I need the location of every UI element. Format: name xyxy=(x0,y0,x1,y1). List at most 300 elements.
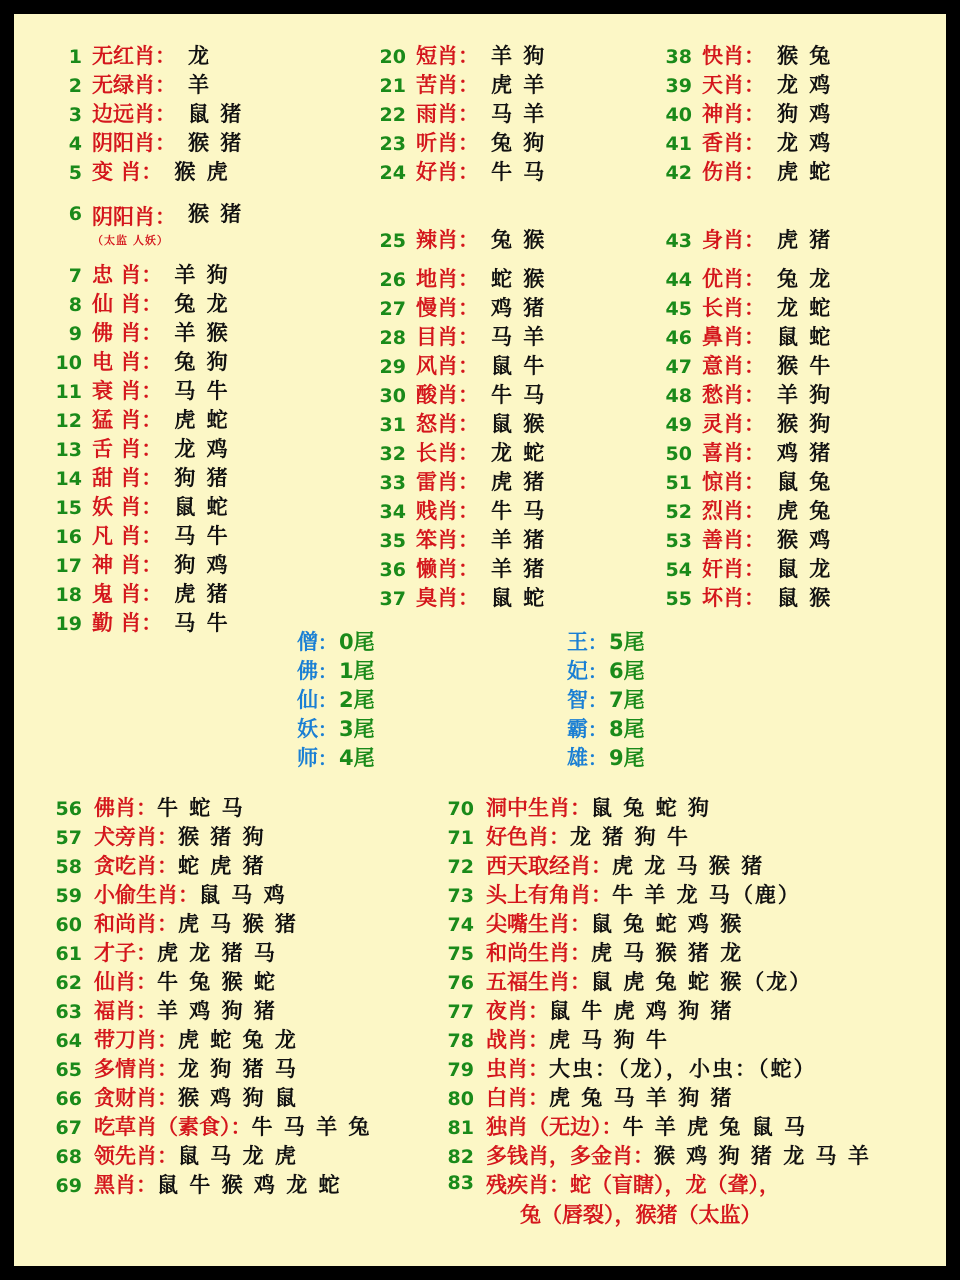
item-number: 14 xyxy=(55,468,82,490)
item-label: 黑肖： xyxy=(94,1173,157,1197)
item-label: 神肖： xyxy=(702,102,765,126)
item-number: 50 xyxy=(665,443,692,465)
item-label: 喜肖： xyxy=(702,441,765,465)
item-number: 56 xyxy=(55,798,82,820)
item-values: 虎 马 猴 猪 xyxy=(178,912,298,936)
item-values: 鼠 猴 xyxy=(777,586,833,610)
list-item xyxy=(662,224,942,253)
tail-value: 9尾 xyxy=(609,746,645,770)
tail-value: 3尾 xyxy=(339,717,375,741)
tail-name: 妖 xyxy=(297,717,318,741)
item-number: 75 xyxy=(447,943,474,965)
tail-colon: ： xyxy=(318,632,338,654)
item-number: 2 xyxy=(68,75,82,97)
list-item xyxy=(52,549,352,578)
tail-item xyxy=(284,626,375,655)
item-label: 长肖： xyxy=(702,296,765,320)
item-number: 15 xyxy=(55,497,82,519)
item-values: 猴 兔 xyxy=(777,44,833,68)
item-number: 26 xyxy=(379,269,406,291)
bottom-column-2 xyxy=(444,792,944,1227)
list-item xyxy=(52,821,472,850)
list-item xyxy=(52,195,352,259)
item-number: 52 xyxy=(665,501,692,523)
item-label: 快肖： xyxy=(702,44,765,68)
list-item xyxy=(52,908,472,937)
list-item xyxy=(444,908,944,937)
item-values: 猴 猪 xyxy=(188,131,244,155)
item-number: 18 xyxy=(55,584,82,606)
item-number: 27 xyxy=(379,298,406,320)
item-label: 衰 肖： xyxy=(92,379,163,403)
item-values: 虎 蛇 xyxy=(174,408,230,432)
item-number: 32 xyxy=(379,443,406,465)
item-values: 虎 猪 xyxy=(491,470,547,494)
item-label: 神 肖： xyxy=(92,553,163,577)
item-number: 65 xyxy=(55,1059,82,1081)
list-item xyxy=(376,524,656,553)
top-columns xyxy=(14,40,946,635)
item-values: 鼠 兔 蛇 鸡 猴 xyxy=(591,912,744,936)
item-label: 仙肖： xyxy=(94,970,157,994)
item-number: 64 xyxy=(55,1030,82,1052)
item-values: 鼠 牛 虎 鸡 狗 猪 xyxy=(549,999,734,1023)
item-number: 58 xyxy=(55,856,82,878)
item-number: 43 xyxy=(665,230,692,252)
item-label: 福肖： xyxy=(94,999,157,1023)
item-values: 羊 猪 xyxy=(491,557,547,581)
item-number: 30 xyxy=(379,385,406,407)
list-item xyxy=(52,578,352,607)
item-label: 独肖（无边）： xyxy=(486,1115,623,1139)
list-item xyxy=(52,259,352,288)
tail-value: 7尾 xyxy=(609,688,645,712)
list-item xyxy=(52,404,352,433)
list-item xyxy=(376,466,656,495)
item-values: 猴 虎 xyxy=(174,160,230,184)
item-values: 鼠 牛 xyxy=(491,354,547,378)
tail-value: 2尾 xyxy=(339,688,375,712)
list-item xyxy=(52,879,472,908)
item-label: 仙 肖： xyxy=(92,292,163,316)
list-item xyxy=(444,995,944,1024)
item-label: 优肖： xyxy=(702,267,765,291)
item-number: 45 xyxy=(665,298,692,320)
list-item xyxy=(662,98,942,127)
list-item xyxy=(376,582,656,611)
item-label: 贪财肖： xyxy=(94,1086,178,1110)
list-item xyxy=(444,1082,944,1111)
item-label: 笨肖： xyxy=(416,528,479,552)
tail-colon: ： xyxy=(588,661,608,683)
item-label: 无红肖： xyxy=(92,44,176,68)
tail-item xyxy=(284,742,375,771)
item-number: 41 xyxy=(665,133,692,155)
item-label: 和尚生肖： xyxy=(486,941,591,965)
item-label: 阴阳肖： xyxy=(92,131,176,155)
item-values: 马 羊 xyxy=(491,325,547,349)
list-item xyxy=(376,69,656,98)
list-item xyxy=(376,408,656,437)
column-3 xyxy=(662,40,942,611)
list-item xyxy=(52,1111,472,1140)
item-number: 81 xyxy=(447,1117,474,1139)
item-label: 领先肖： xyxy=(94,1144,178,1168)
item-number: 53 xyxy=(665,530,692,552)
item-values: 牛 马 xyxy=(491,383,547,407)
tail-value: 1尾 xyxy=(339,659,375,683)
item-values: 龙 xyxy=(188,44,211,68)
list-item xyxy=(662,127,942,156)
item-values: 虎 猪 xyxy=(174,582,230,606)
item-values: 牛 马 羊 兔 xyxy=(251,1115,372,1139)
list-item xyxy=(52,792,472,821)
tail-colon: ： xyxy=(318,661,338,683)
item-values: 龙 狗 猪 马 xyxy=(178,1057,298,1081)
list-item xyxy=(662,408,942,437)
item-number: 71 xyxy=(447,827,474,849)
item-values: 龙 鸡 xyxy=(174,437,230,461)
list-item xyxy=(444,1169,944,1227)
list-item xyxy=(52,850,472,879)
item-number: 38 xyxy=(665,46,692,68)
item-label: 夜肖： xyxy=(486,999,549,1023)
item-label: 鼻肖： xyxy=(702,325,765,349)
list-item xyxy=(376,40,656,69)
item-label: 和尚肖： xyxy=(94,912,178,936)
item-label: 地肖： xyxy=(416,267,479,291)
tail-name: 师 xyxy=(297,746,318,770)
item-number: 46 xyxy=(665,327,692,349)
tail-value: 6尾 xyxy=(609,659,645,683)
bottom-column-1 xyxy=(52,792,472,1198)
item-number: 36 xyxy=(379,559,406,581)
item-number: 3 xyxy=(68,104,82,126)
tail-item xyxy=(554,742,645,771)
list-item xyxy=(376,224,656,253)
item-number: 1 xyxy=(68,46,82,68)
item-values: 鼠 蛇 xyxy=(777,325,833,349)
list-item xyxy=(52,433,352,462)
item-values: 狗 鸡 xyxy=(777,102,833,126)
item-number: 7 xyxy=(68,265,82,287)
item-values: 狗 猪 xyxy=(174,466,230,490)
item-values: 猴 狗 xyxy=(777,412,833,436)
tail-value: 8尾 xyxy=(609,717,645,741)
tail-item xyxy=(284,713,375,742)
item-number: 74 xyxy=(447,914,474,936)
item-values: 猴 猪 狗 xyxy=(178,825,266,849)
item-values: 鼠 马 龙 虎 xyxy=(178,1144,298,1168)
list-item xyxy=(52,1140,472,1169)
tail-name: 智 xyxy=(567,688,588,712)
item-values: 羊 鸡 狗 猪 xyxy=(157,999,277,1023)
item-label: 雷肖： xyxy=(416,470,479,494)
tail-name: 妃 xyxy=(567,659,588,683)
item-number: 4 xyxy=(68,133,82,155)
item-number: 57 xyxy=(55,827,82,849)
list-item xyxy=(662,582,942,611)
item-label: 战肖： xyxy=(486,1028,549,1052)
item-number: 63 xyxy=(55,1001,82,1023)
item-label: 灵肖： xyxy=(702,412,765,436)
item-values: 猴 猪 xyxy=(188,202,244,226)
list-item xyxy=(376,127,656,156)
list-item xyxy=(52,40,352,69)
tail-name: 霸 xyxy=(567,717,588,741)
item-number: 9 xyxy=(68,323,82,345)
item-label: 天肖： xyxy=(702,73,765,97)
list-item xyxy=(662,524,942,553)
list-item xyxy=(662,553,942,582)
item-values-line2: 兔（唇裂），猴猪（太监） xyxy=(520,1203,762,1227)
item-label: 虫肖： xyxy=(486,1057,549,1081)
item-label: 臭肖： xyxy=(416,586,479,610)
item-values: 牛 蛇 马 xyxy=(157,796,245,820)
tail-colon: ： xyxy=(588,690,608,712)
tail-colon: ： xyxy=(588,748,608,770)
tail-colon: ： xyxy=(588,719,608,741)
item-label: 尖嘴生肖： xyxy=(486,912,591,936)
item-label: 佛肖： xyxy=(94,796,157,820)
item-number: 47 xyxy=(665,356,692,378)
item-values: 虎 蛇 xyxy=(777,160,833,184)
item-number: 55 xyxy=(665,588,692,610)
list-item xyxy=(662,156,942,185)
item-number: 44 xyxy=(665,269,692,291)
list-item xyxy=(52,156,352,185)
item-label: 忠 肖： xyxy=(92,263,163,287)
item-number: 37 xyxy=(379,588,406,610)
item-label: 烈肖： xyxy=(702,499,765,523)
list-item xyxy=(52,995,472,1024)
item-values: 兔 龙 xyxy=(174,292,230,316)
item-number: 69 xyxy=(55,1175,82,1197)
tails-column-right xyxy=(554,626,645,771)
list-item xyxy=(52,288,352,317)
item-values: 虎 马 猴 猪 龙 xyxy=(591,941,744,965)
item-label: 犬旁肖： xyxy=(94,825,178,849)
list-item xyxy=(52,520,352,549)
list-item xyxy=(376,437,656,466)
item-label: 酸肖： xyxy=(416,383,479,407)
tail-item xyxy=(284,655,375,684)
item-values: 兔 龙 xyxy=(777,267,833,291)
item-label: 目肖： xyxy=(416,325,479,349)
item-label: 多情肖： xyxy=(94,1057,178,1081)
item-label: 风肖： xyxy=(416,354,479,378)
item-number: 16 xyxy=(55,526,82,548)
item-label: 身肖： xyxy=(702,228,765,252)
item-number: 11 xyxy=(55,381,82,403)
item-label: 坏肖： xyxy=(702,586,765,610)
list-item xyxy=(52,1082,472,1111)
item-number: 22 xyxy=(379,104,406,126)
tail-item xyxy=(554,713,645,742)
item-number: 80 xyxy=(447,1088,474,1110)
item-values: 猴 鸡 xyxy=(777,528,833,552)
item-label: 听肖： xyxy=(416,131,479,155)
item-label: 才子： xyxy=(94,941,157,965)
item-values: 兔 猴 xyxy=(491,228,547,252)
item-values: 兔 狗 xyxy=(174,350,230,374)
item-values: 鼠 马 鸡 xyxy=(199,883,287,907)
item-label: 善肖： xyxy=(702,528,765,552)
item-values: 牛 马 xyxy=(491,160,547,184)
item-number: 54 xyxy=(665,559,692,581)
item-label: 阴阳肖： xyxy=(92,205,176,229)
list-item xyxy=(444,966,944,995)
item-number: 67 xyxy=(55,1117,82,1139)
item-sublabel: （太监 人妖） xyxy=(92,234,169,247)
list-item xyxy=(662,379,942,408)
item-label: 鬼 肖： xyxy=(92,582,163,606)
item-values: 鼠 牛 猴 鸡 龙 蛇 xyxy=(157,1173,342,1197)
item-number: 62 xyxy=(55,972,82,994)
list-item xyxy=(444,1111,944,1140)
item-label: 香肖： xyxy=(702,131,765,155)
list-item xyxy=(662,350,942,379)
item-values: 龙 蛇 xyxy=(491,441,547,465)
item-values: 蛇 虎 猪 xyxy=(178,854,266,878)
tail-item xyxy=(554,655,645,684)
item-label: 愁肖： xyxy=(702,383,765,407)
item-label: 佛 肖： xyxy=(92,321,163,345)
list-item xyxy=(662,321,942,350)
item-values: 虎 兔 xyxy=(777,499,833,523)
item-label: 长肖： xyxy=(416,441,479,465)
list-item xyxy=(376,292,656,321)
item-number: 83 xyxy=(447,1172,474,1194)
item-number: 40 xyxy=(665,104,692,126)
item-label: 妖 肖： xyxy=(92,495,163,519)
list-item xyxy=(444,879,944,908)
list-item xyxy=(376,350,656,379)
item-values: 马 牛 xyxy=(174,611,230,635)
list-item xyxy=(376,553,656,582)
item-label: 勤 肖： xyxy=(92,611,163,635)
tail-colon: ： xyxy=(588,632,608,654)
item-values: 鼠 兔 xyxy=(777,470,833,494)
item-number: 31 xyxy=(379,414,406,436)
item-values: 马 牛 xyxy=(174,524,230,548)
list-item xyxy=(52,69,352,98)
list-item xyxy=(662,466,942,495)
item-number: 13 xyxy=(55,439,82,461)
list-item xyxy=(376,98,656,127)
item-label: 贪吃肖： xyxy=(94,854,178,878)
tails-section xyxy=(14,626,946,786)
list-item xyxy=(662,69,942,98)
list-item xyxy=(444,821,944,850)
list-item xyxy=(444,1053,944,1082)
tail-name: 雄 xyxy=(567,746,588,770)
item-label: 变 肖： xyxy=(92,160,163,184)
item-label: 惊肖： xyxy=(702,470,765,494)
item-values: 鼠 猪 xyxy=(188,102,244,126)
item-values: 大虫：（龙），小虫：（蛇） xyxy=(549,1057,817,1081)
item-number: 77 xyxy=(447,1001,474,1023)
item-values: 猴 鸡 狗 猪 龙 马 羊 xyxy=(654,1144,871,1168)
item-values: 鼠 猴 xyxy=(491,412,547,436)
tails-column-left xyxy=(284,626,375,771)
item-number: 24 xyxy=(379,162,406,184)
list-item xyxy=(444,850,944,879)
item-label: 猛 肖： xyxy=(92,408,163,432)
item-values: 羊 狗 xyxy=(174,263,230,287)
item-values: 羊 狗 xyxy=(491,44,547,68)
item-label: 慢肖： xyxy=(416,296,479,320)
item-number: 82 xyxy=(447,1146,474,1168)
item-number: 48 xyxy=(665,385,692,407)
item-number: 59 xyxy=(55,885,82,907)
item-number: 78 xyxy=(447,1030,474,1052)
item-label: 吃草肖（素食）： xyxy=(94,1115,252,1139)
tail-value: 0尾 xyxy=(339,630,375,654)
item-number: 35 xyxy=(379,530,406,552)
tail-colon: ： xyxy=(318,748,338,770)
list-item xyxy=(662,292,942,321)
item-label: 白肖： xyxy=(486,1086,549,1110)
item-values: 牛 羊 龙 马（鹿） xyxy=(612,883,801,907)
item-label: 头上有角肖： xyxy=(486,883,612,907)
item-values: 猴 牛 xyxy=(777,354,833,378)
item-values: 牛 兔 猴 蛇 xyxy=(157,970,277,994)
item-label: 舌 肖： xyxy=(92,437,163,461)
list-item xyxy=(52,346,352,375)
item-values: 牛 羊 虎 兔 鼠 马 xyxy=(622,1115,808,1139)
item-values: 鼠 蛇 xyxy=(174,495,230,519)
item-values: 龙 蛇 xyxy=(777,296,833,320)
list-item xyxy=(444,1140,944,1169)
column-2 xyxy=(376,40,656,611)
item-label: 懒肖： xyxy=(416,557,479,581)
item-values: 鸡 猪 xyxy=(777,441,833,465)
item-values: 虎 龙 马 猴 猪 xyxy=(612,854,765,878)
item-label: 小偷生肖： xyxy=(94,883,199,907)
item-number: 34 xyxy=(379,501,406,523)
item-values: 龙 鸡 xyxy=(777,73,833,97)
list-item xyxy=(52,1169,472,1198)
tail-colon: ： xyxy=(318,719,338,741)
item-values: 鼠 蛇 xyxy=(491,586,547,610)
item-number: 61 xyxy=(55,943,82,965)
item-number: 23 xyxy=(379,133,406,155)
item-label: 好色肖： xyxy=(486,825,570,849)
list-item xyxy=(444,1024,944,1053)
item-label: 奸肖： xyxy=(702,557,765,581)
item-number: 28 xyxy=(379,327,406,349)
item-label: 无绿肖： xyxy=(92,73,176,97)
item-number: 6 xyxy=(68,203,82,225)
item-number: 21 xyxy=(379,75,406,97)
item-values: 龙 猪 狗 牛 xyxy=(570,825,690,849)
item-label: 意肖： xyxy=(702,354,765,378)
item-number: 25 xyxy=(379,230,406,252)
list-item xyxy=(52,98,352,127)
list-item xyxy=(662,40,942,69)
item-number: 79 xyxy=(447,1059,474,1081)
item-label: 短肖： xyxy=(416,44,479,68)
item-label: 苦肖： xyxy=(416,73,479,97)
item-number: 49 xyxy=(665,414,692,436)
item-label: 边远肖： xyxy=(92,102,176,126)
item-number: 66 xyxy=(55,1088,82,1110)
item-number: 76 xyxy=(447,972,474,994)
tail-name: 王 xyxy=(567,630,588,654)
list-item xyxy=(52,937,472,966)
item-values: 虎 猪 xyxy=(777,228,833,252)
